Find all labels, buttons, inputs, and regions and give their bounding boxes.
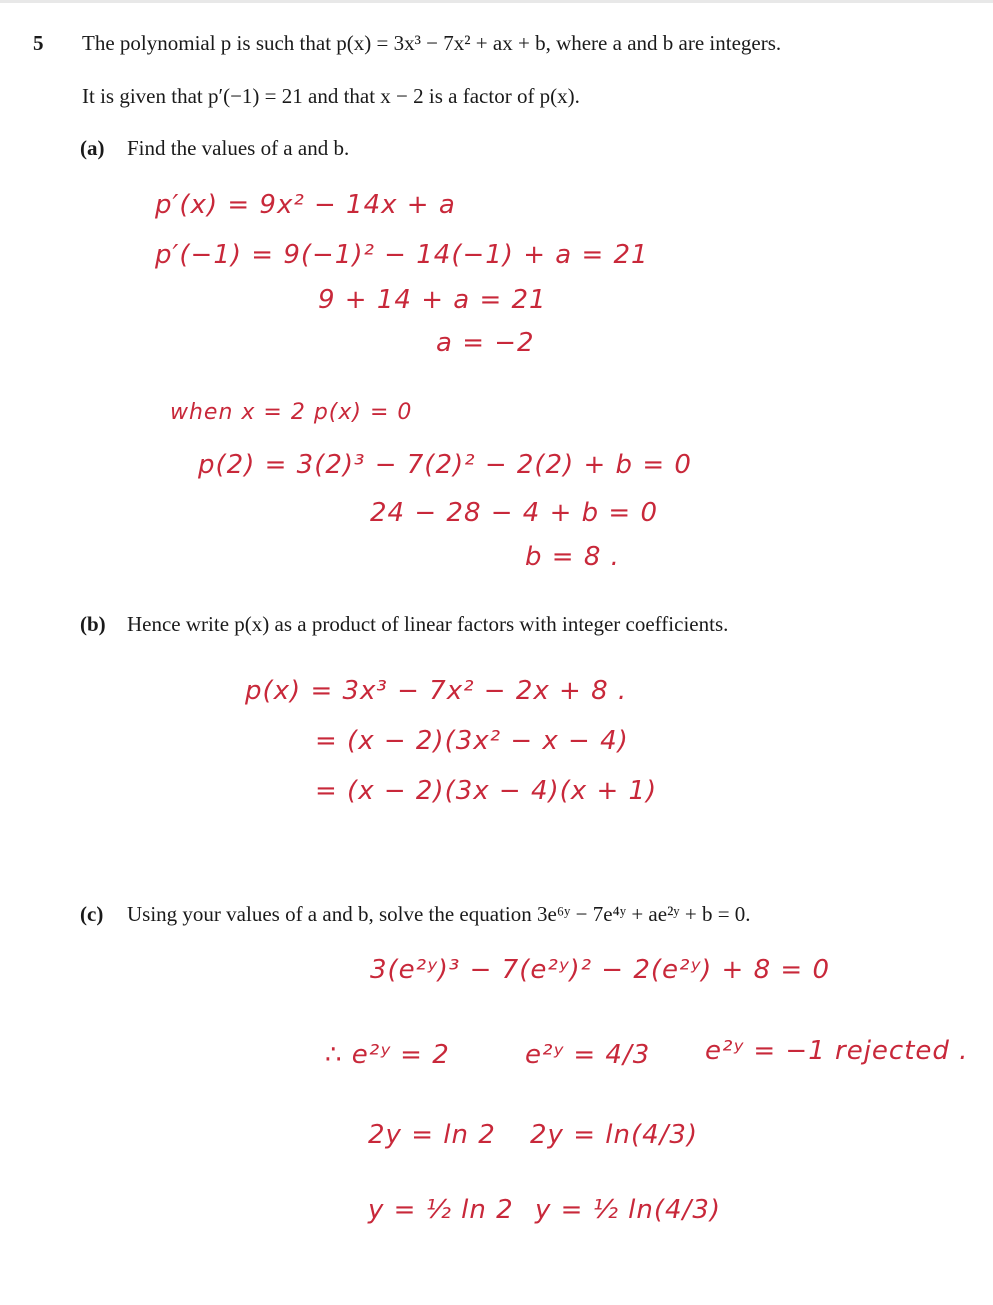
working-c-line-4: e²ʸ = −1 rejected . [705,1036,969,1066]
working-c-line-1: 3(e²ʸ)³ − 7(e²ʸ)² − 2(e²ʸ) + 8 = 0 [370,955,830,985]
working-a-line-4: a = −2 [436,328,535,358]
working-c-line-2: ∴ e²ʸ = 2 [325,1040,450,1070]
working-b-line-3: = (x − 2)(3x − 4)(x + 1) [315,776,658,806]
working-a-line-8: b = 8 . [525,542,620,572]
question-number: 5 [33,31,44,55]
working-c-line-7: y = ½ ln 2 [368,1195,514,1225]
question-line-1: The polynomial p is such that p(x) = 3x³ − 7x² + ax + b, where a and b are integers. [82,31,782,55]
working-c-line-3: e²ʸ = 4/3 [525,1040,651,1070]
working-b-line-1: p(x) = 3x³ − 7x² − 2x + 8 . [245,676,628,706]
working-a-line-5: when x = 2 p(x) = 0 [170,400,413,425]
part-c-text: Using your values of a and b, solve the equation 3e⁶ʸ − 7e⁴ʸ + ae²ʸ + b = 0. [127,902,751,926]
working-a-line-6: p(2) = 3(2)³ − 7(2)² − 2(2) + b = 0 [198,450,692,480]
working-c-line-8: y = ½ ln(4/3) [535,1195,721,1225]
part-b-text: Hence write p(x) as a product of linear factors with integer coefficients. [127,612,729,636]
working-a-line-3: 9 + 14 + a = 21 [318,285,547,315]
part-a-text: Find the values of a and b. [127,136,350,160]
working-a-line-1: p′(x) = 9x² − 14x + a [155,190,456,220]
working-c-line-6: 2y = ln(4/3) [530,1120,699,1150]
part-b-label: (b) [80,612,106,636]
page-top-rule [0,0,993,3]
working-c-line-5: 2y = ln 2 [368,1120,496,1150]
working-a-line-7: 24 − 28 − 4 + b = 0 [370,498,659,528]
working-a-line-2: p′(−1) = 9(−1)² − 14(−1) + a = 21 [155,240,649,270]
question-line-2: It is given that p′(−1) = 21 and that x − 2 is a factor of p(x). [82,84,580,108]
part-a-label: (a) [80,136,105,160]
part-c-label: (c) [80,902,104,926]
working-b-line-2: = (x − 2)(3x² − x − 4) [315,726,629,756]
